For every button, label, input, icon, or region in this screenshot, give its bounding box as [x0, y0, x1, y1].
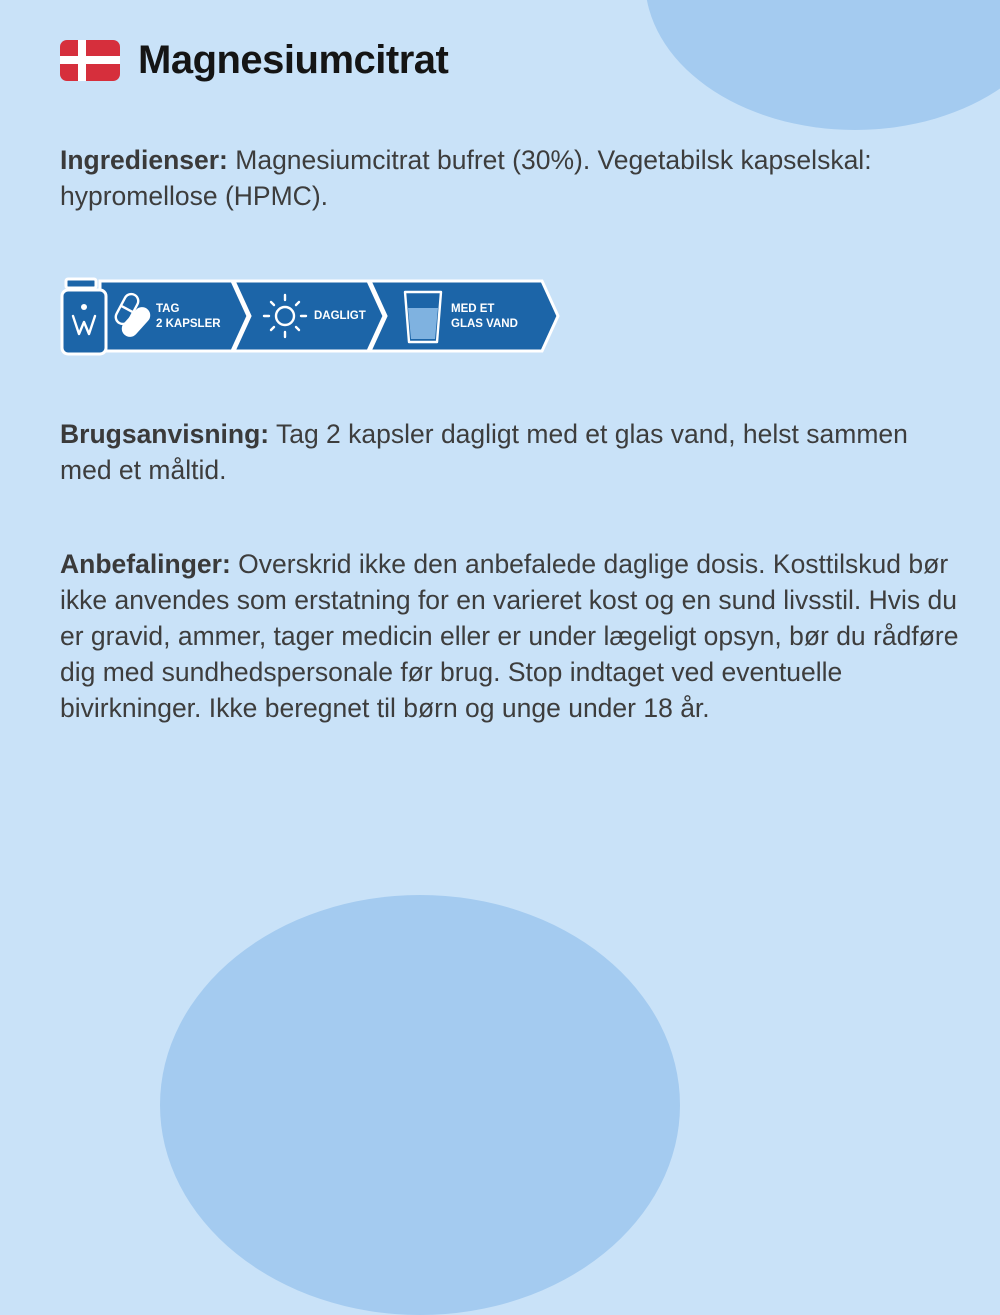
- step-1-label: TAG 2 KAPSLER: [156, 303, 221, 330]
- decorative-circle-top: [645, 0, 1000, 130]
- recommendations-label: Anbefalinger:: [60, 549, 231, 579]
- usage-label: Brugsanvisning:: [60, 419, 270, 449]
- usage-steps-banner: [60, 276, 560, 358]
- page-title: Magnesiumcitrat: [138, 38, 449, 82]
- recommendations-text: Overskrid ikke den anbefalede daglige dosis. Kosttilskud bør ikke anvendes som erstatning for en varieret kost og en sund livsstil. Hvis du er gravid, ammer, tager medicin eller er under lægeligt opsyn, bør du rådføre dig med sundhedspersonale før brug. Stop indtaget ved eventuelle bivirkninger. Ikke beregnet til børn og unge under 18 år.: [60, 549, 959, 723]
- recommendations-section: [60, 546, 960, 726]
- header: [60, 38, 448, 83]
- ingredients-section: [60, 142, 960, 214]
- usage-section: [60, 416, 960, 488]
- decorative-circle-bottom: [160, 895, 680, 1315]
- supplement-jar-icon: [62, 279, 106, 354]
- denmark-flag-icon: [60, 40, 120, 81]
- step-3-label: MED ET GLAS VAND: [451, 303, 518, 330]
- usage-text: Tag 2 kapsler dagligt med et glas vand, helst sammen med et måltid.: [60, 419, 908, 485]
- step-2-label: DAGLIGT: [314, 310, 366, 322]
- ingredients-label: Ingredienser:: [60, 145, 228, 175]
- ingredients-text: Magnesiumcitrat bufret (30%). Vegetabilsk kapselskal: hypromellose (HPMC).: [60, 145, 872, 211]
